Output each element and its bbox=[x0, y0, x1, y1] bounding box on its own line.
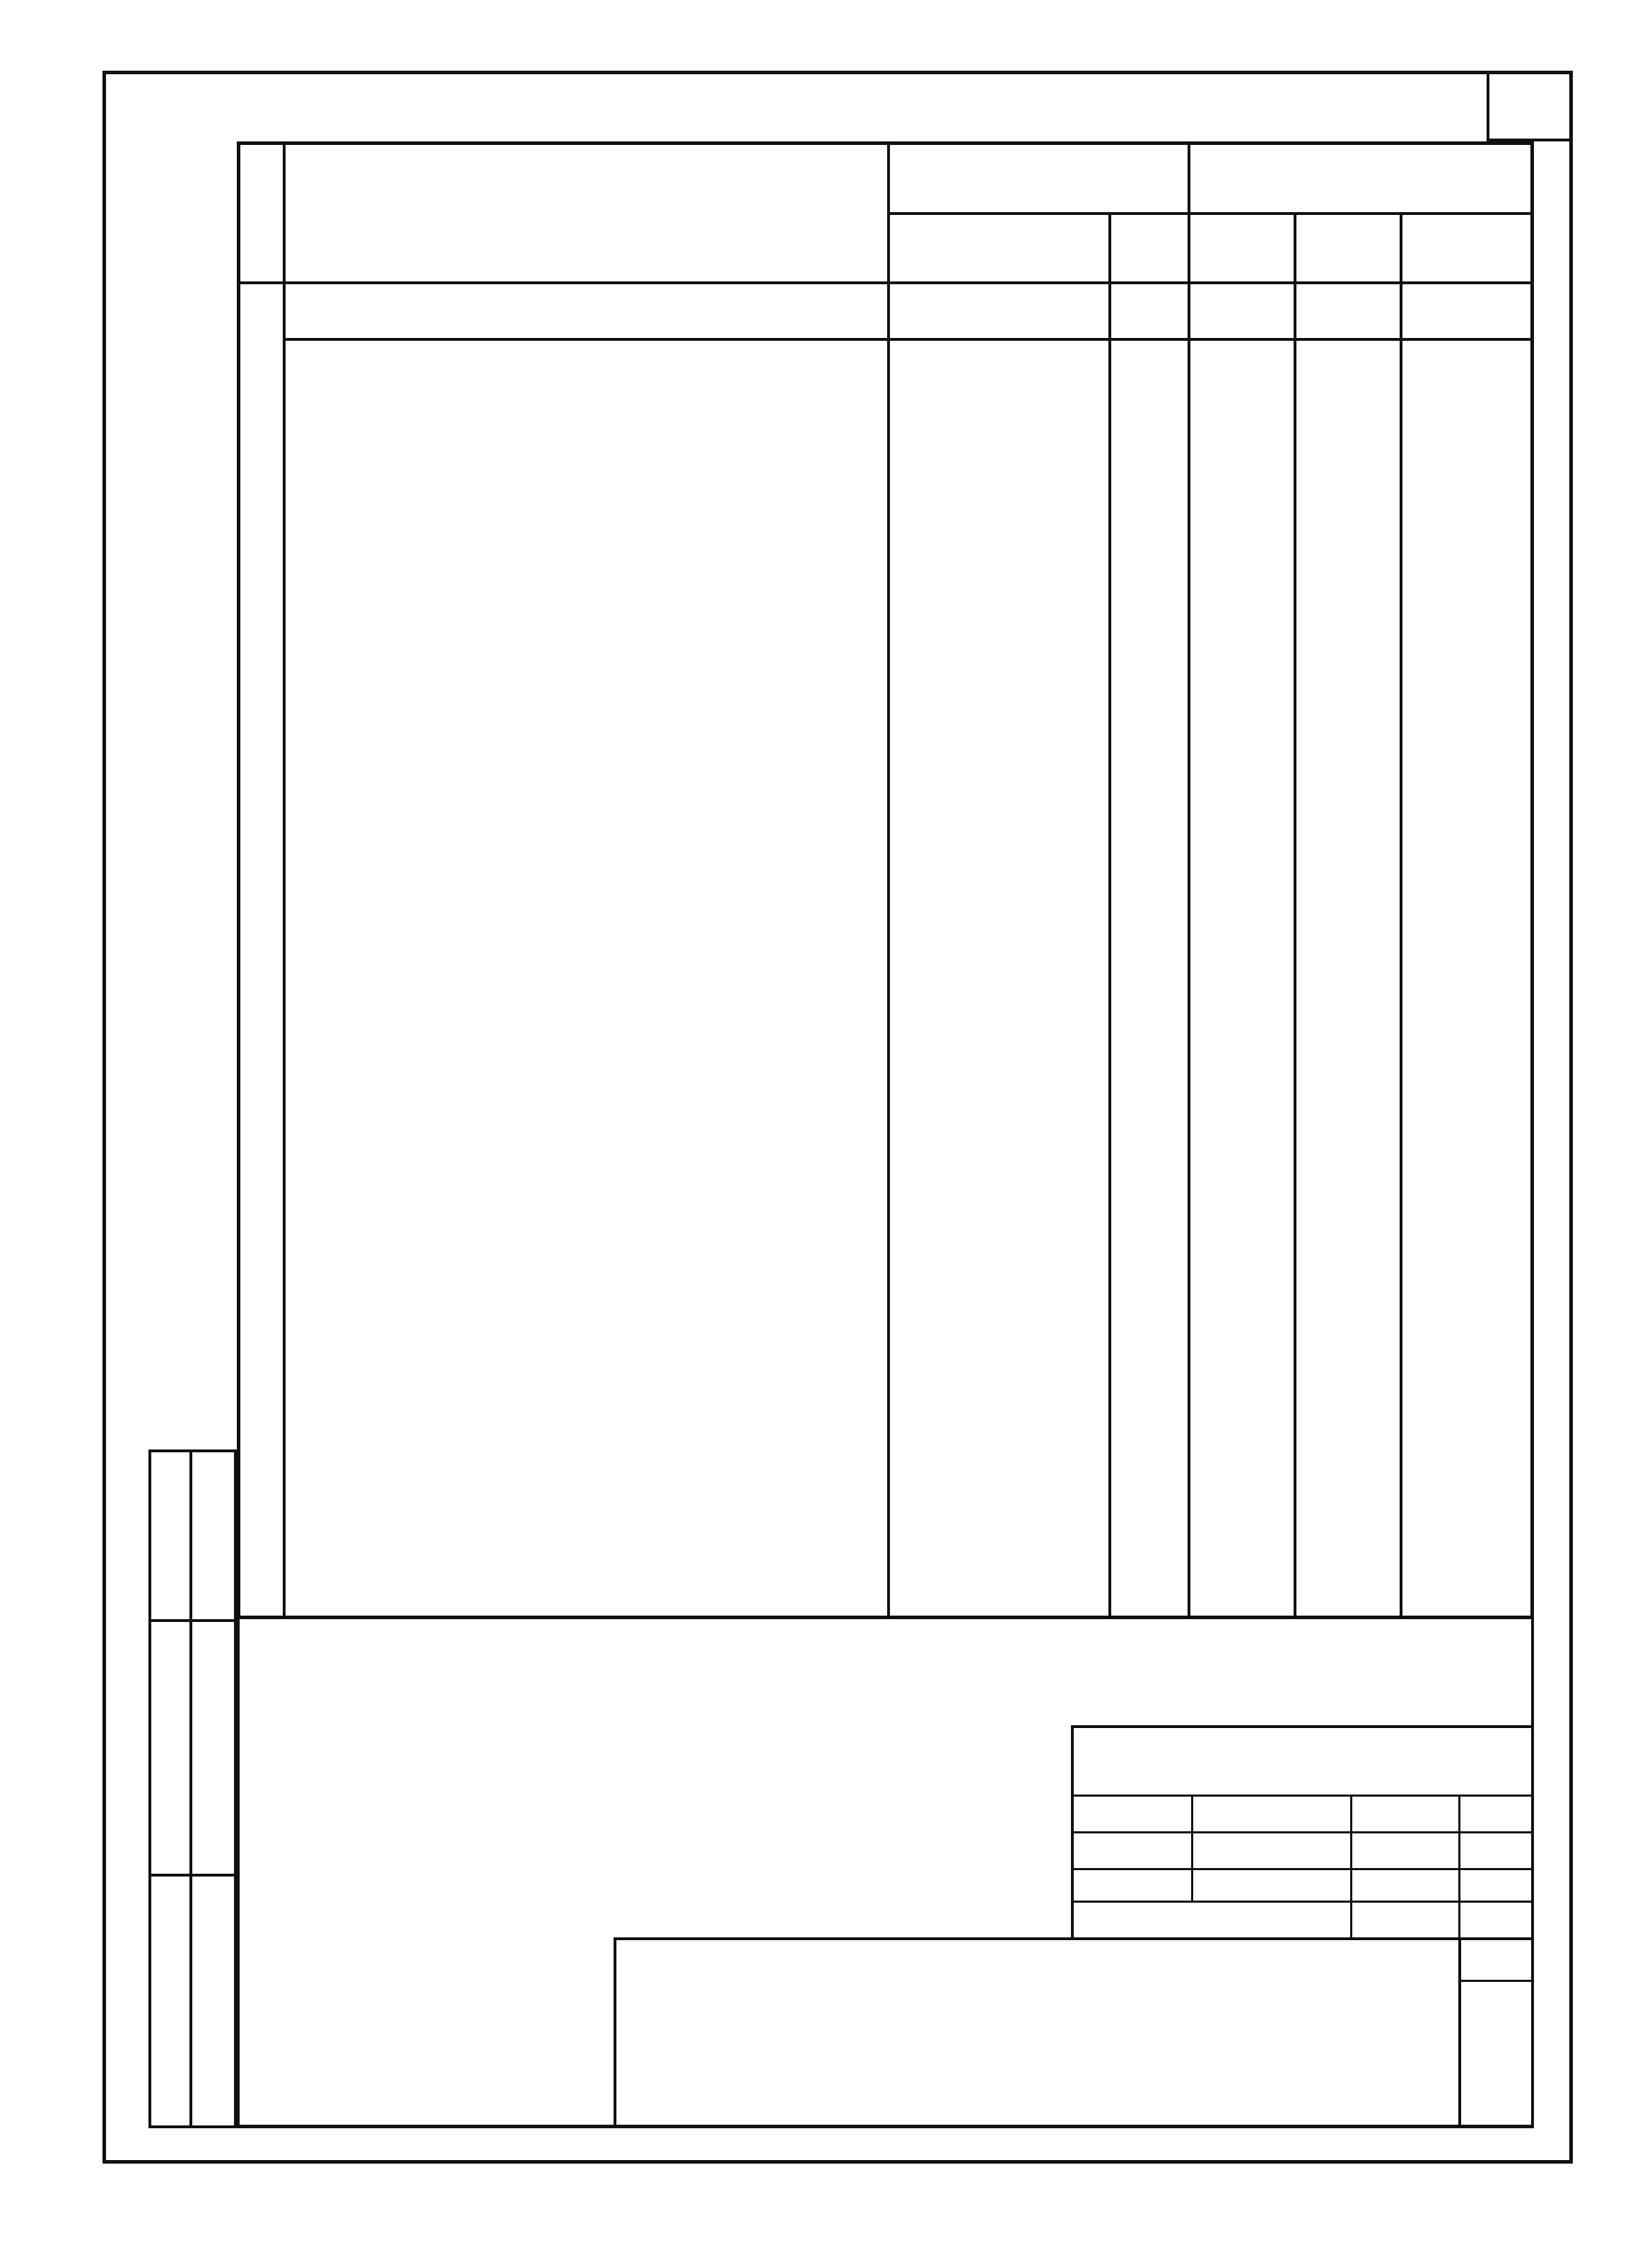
title-block-sheet-divider bbox=[1458, 1937, 1461, 2128]
stamp-line-1 bbox=[1071, 1795, 1534, 1797]
title-block bbox=[614, 1937, 1534, 2128]
stamp-line-3 bbox=[1071, 1868, 1534, 1870]
header-bottom-line bbox=[237, 281, 1534, 284]
side-strip-line-2 bbox=[148, 1874, 237, 1877]
stamp-vline-1 bbox=[1191, 1795, 1193, 1901]
side-strip-line-1 bbox=[148, 1619, 237, 1622]
stamp-line-4 bbox=[1071, 1901, 1534, 1903]
col-line-4 bbox=[1188, 141, 1190, 1619]
side-label-signature-date bbox=[156, 1655, 184, 1838]
header-row-no bbox=[245, 146, 276, 288]
side-label-orig-inv bbox=[156, 1913, 184, 2089]
col-line-6 bbox=[1400, 212, 1402, 1619]
header-mid-line bbox=[887, 212, 1534, 215]
stamp-vline-3 bbox=[1458, 1795, 1460, 1937]
stamp-vline-2 bbox=[1350, 1795, 1352, 1937]
col-line-3 bbox=[1108, 212, 1111, 1619]
col-line-1 bbox=[283, 141, 286, 1619]
row-separator bbox=[283, 338, 1534, 341]
page-number-box bbox=[1487, 71, 1573, 141]
stamp-line-2 bbox=[1071, 1831, 1534, 1833]
side-strip-divider bbox=[189, 1449, 192, 2128]
col-line-5 bbox=[1294, 212, 1296, 1619]
main-table bbox=[237, 141, 1534, 1619]
title-block-sheet-line bbox=[1458, 1980, 1534, 1982]
col-line-2 bbox=[887, 141, 890, 1619]
side-label-exchange-inv bbox=[156, 1453, 184, 1616]
stamp-designation bbox=[714, 1973, 756, 2012]
